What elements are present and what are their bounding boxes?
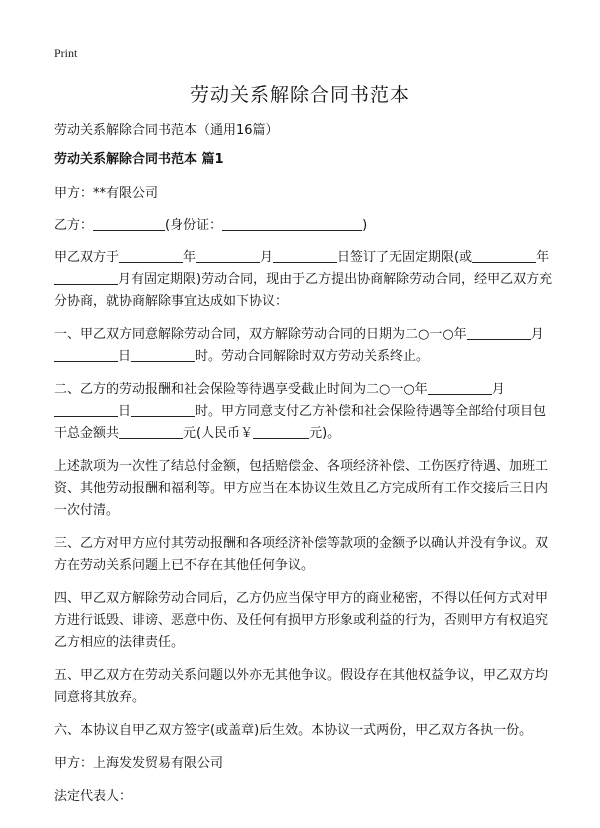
amount-blank — [119, 424, 183, 439]
clause-2-day-blank — [54, 402, 118, 417]
clause-4: 四、甲乙双方解除劳动合同后，乙方仍应当保守甲方的商业秘密，不得以任何方式对甲方进行诋毁、诽谤、恶意中伤、及任何有损甲方形象或利益的行为，否则甲方有权追究乙方相应的法律责任。 — [54, 591, 549, 650]
fixed-term-text: 月有固定期限)劳动合同，现由于乙方提出协商解除劳动合同，经甲乙双方充分协商，就协商解除事宜达成如下协议： — [54, 272, 553, 309]
clause-1-day-blank — [54, 347, 118, 362]
signed-text: 日签订了无固定期限(或 — [337, 250, 473, 265]
year-label-2: 年 — [536, 250, 550, 265]
clause-2-month: 月 — [491, 382, 505, 397]
clause-2-month-blank — [428, 380, 492, 395]
clause-1-hour-blank — [131, 347, 195, 362]
party-b-label: 乙方： — [54, 218, 94, 233]
clause-2-hour-blank — [131, 402, 195, 417]
clause-1-text: 一、甲乙双方同意解除劳动合同，双方解除劳动合同的日期为二○一○年 — [54, 327, 467, 342]
clause-2-day: 日 — [118, 404, 132, 419]
month-blank — [196, 248, 260, 263]
month-label: 月 — [260, 250, 274, 265]
document-body — [54, 120, 554, 819]
clause-1-month: 月 — [530, 327, 544, 342]
party-a-line: 甲方：**有限公司 — [54, 186, 159, 201]
clause-1-month-blank — [467, 325, 531, 340]
clause-2-mid: 时。甲方同意支付乙方补偿和社会保险待遇等全部给付项目包干总金额共 — [54, 404, 547, 441]
id-label: (身份证： — [165, 218, 223, 233]
year-blank-2 — [472, 248, 536, 263]
id-close: ) — [362, 218, 368, 233]
year-label: 年 — [183, 250, 197, 265]
rmb-amount-blank — [253, 424, 309, 439]
print-label[interactable]: Print — [54, 46, 78, 60]
clause-2-rmb: 元(人民币￥ — [183, 426, 254, 441]
clause-1-day: 日 — [118, 349, 132, 364]
party-b-line — [54, 215, 554, 237]
clause-2-text: 二、乙方的劳动报酬和社会保险等待遇享受截止时间为二○一○年 — [54, 382, 428, 397]
document-subtitle: 劳动关系解除合同书范本（通用16篇） — [54, 123, 279, 138]
day-blank — [273, 248, 337, 263]
clause-2 — [54, 379, 554, 445]
name-blank — [93, 216, 165, 231]
id-blank — [222, 216, 362, 231]
clause-3: 三、乙方对甲方应付其劳动报酬和各项经济补偿等款项的金额予以确认并没有争议。双方在劳动关系问题上已不存在其他任何争议。 — [54, 536, 549, 573]
legal-representative: 法定代表人： — [54, 789, 133, 804]
document-title: 劳动关系解除合同书范本 — [189, 84, 410, 106]
clause-6: 六、本协议自甲乙双方签字(或盖章)后生效。本协议一式两份，甲乙双方各执一份。 — [54, 723, 533, 738]
clause-2-end: 元)。 — [309, 426, 341, 441]
intro-paragraph — [54, 247, 554, 313]
section-heading: 劳动关系解除合同书范本 篇1 — [54, 152, 224, 167]
payment-paragraph: 上述款项为一次性了结总付金额，包括赔偿金、各项经济补偿、工伤医疗待遇、加班工资、其他劳动报酬和福利等。甲方应当在本协议生效且乙方完成所有工作交接后三日内一次付清。 — [54, 459, 549, 518]
month-blank-2 — [54, 270, 118, 285]
clause-1 — [54, 324, 554, 368]
clause-5: 五、甲乙双方在劳动关系问题以外亦无其他争议。假设存在其他权益争议，甲乙双方均同意将其放弃。 — [54, 668, 549, 705]
clause-1-end: 时。劳动合同解除时双方劳动关系终止。 — [195, 349, 430, 364]
intro-text: 甲乙双方于 — [54, 250, 120, 265]
year-blank — [119, 248, 183, 263]
sign-party-a: 甲方：上海发发贸易有限公司 — [54, 756, 224, 771]
